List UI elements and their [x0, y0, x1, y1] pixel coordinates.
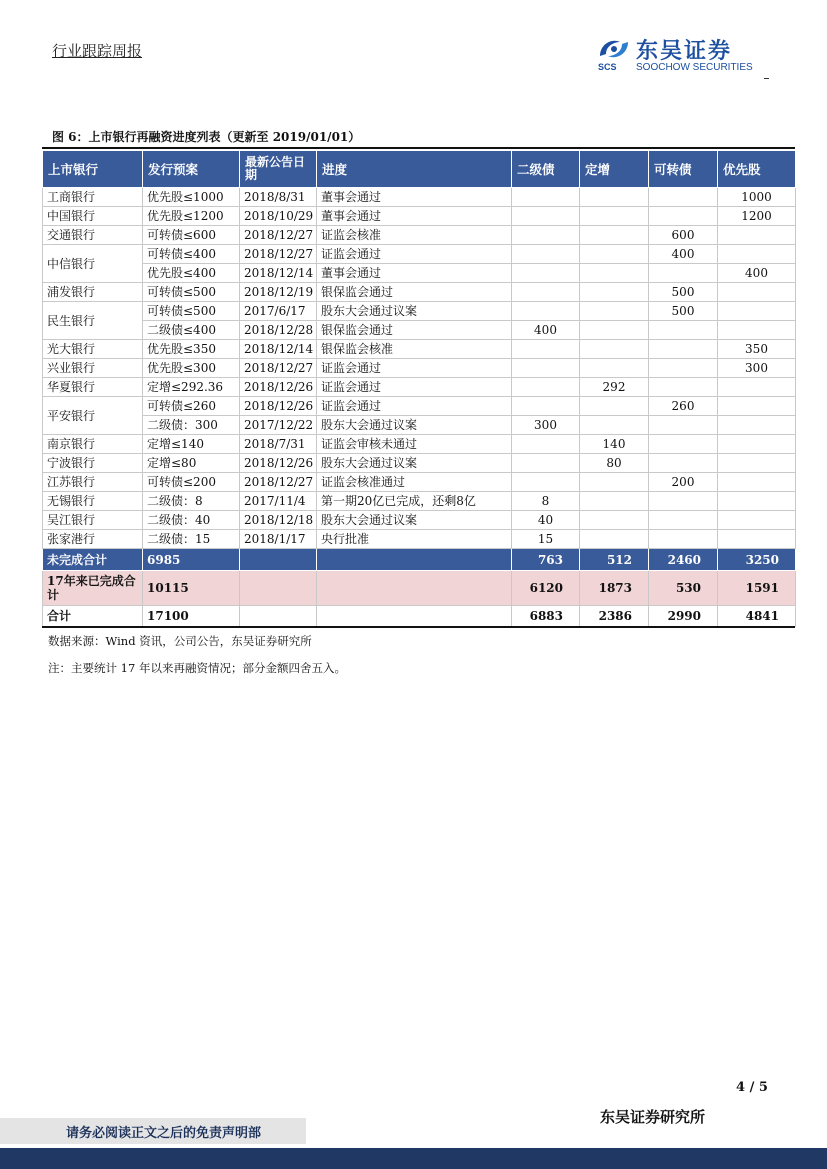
issue-plan: 可转债≤400 [143, 245, 240, 264]
dingzeng-value [580, 264, 649, 283]
youxian-value [718, 492, 796, 511]
erji-value [512, 207, 580, 226]
kezhuan-value [649, 264, 718, 283]
dingzeng-value [580, 226, 649, 245]
issue-plan: 二级债：40 [143, 511, 240, 530]
empty-cell [317, 549, 512, 571]
dingzeng-value [580, 511, 649, 530]
bank-name: 平安银行 [43, 397, 143, 435]
issue-plan: 优先股≤350 [143, 340, 240, 359]
total-label: 未完成合计 [43, 549, 143, 571]
progress: 银保监会核准 [317, 340, 512, 359]
table-row [43, 397, 796, 416]
table-row [43, 226, 796, 245]
erji-value [512, 340, 580, 359]
table-row [43, 435, 796, 454]
bank-name: 光大银行 [43, 340, 143, 359]
total-row-pending [43, 549, 796, 571]
brand-abbr: SCS [598, 62, 617, 72]
scs-logo-icon [596, 36, 632, 62]
dingzeng-value [580, 207, 649, 226]
table-row [43, 188, 796, 207]
announce-date: 2017/6/17 [240, 302, 317, 321]
youxian-value [718, 416, 796, 435]
youxian-value: 400 [718, 264, 796, 283]
progress: 银保监会通过 [317, 283, 512, 302]
announce-date: 2017/11/4 [240, 492, 317, 511]
report-type-header: 行业跟踪周报 [52, 42, 143, 60]
kezhuan-value: 200 [649, 473, 718, 492]
youxian-value [718, 226, 796, 245]
progress: 证监会通过 [317, 378, 512, 397]
announce-date: 2018/12/27 [240, 226, 317, 245]
bank-name: 宁波银行 [43, 454, 143, 473]
progress: 证监会通过 [317, 359, 512, 378]
erji-value: 300 [512, 416, 580, 435]
erji-value [512, 245, 580, 264]
table-row [43, 378, 796, 397]
bank-name: 工商银行 [43, 188, 143, 207]
bank-name: 兴业银行 [43, 359, 143, 378]
issue-plan: 优先股≤1000 [143, 188, 240, 207]
header-date: 最新公告日期 [240, 151, 317, 188]
table-row [43, 454, 796, 473]
empty-cell [240, 571, 317, 606]
header-progress: 进度 [317, 151, 512, 188]
issue-plan: 可转债≤500 [143, 302, 240, 321]
dingzeng-value: 80 [580, 454, 649, 473]
kezhuan-value: 500 [649, 283, 718, 302]
bank-name: 无锡银行 [43, 492, 143, 511]
announce-date: 2018/1/17 [240, 530, 317, 549]
header-erji: 二级债 [512, 151, 580, 188]
table-row [43, 530, 796, 549]
dingzeng-value [580, 245, 649, 264]
bank-name: 张家港行 [43, 530, 143, 549]
footer-band [0, 1148, 827, 1169]
dingzeng-value [580, 492, 649, 511]
announce-date: 2018/12/26 [240, 378, 317, 397]
erji-value [512, 454, 580, 473]
issue-plan: 可转债≤260 [143, 397, 240, 416]
soochow-logo [596, 36, 766, 76]
total-dingzeng: 2386 [580, 606, 649, 627]
erji-value [512, 226, 580, 245]
total-plan: 6985 [143, 549, 240, 571]
dingzeng-value: 292 [580, 378, 649, 397]
total-youxian: 4841 [718, 606, 796, 627]
dingzeng-value [580, 321, 649, 340]
bank-name: 中国银行 [43, 207, 143, 226]
progress: 股东大会通过议案 [317, 416, 512, 435]
kezhuan-value [649, 492, 718, 511]
youxian-value [718, 397, 796, 416]
bank-name: 吴江银行 [43, 511, 143, 530]
youxian-value: 300 [718, 359, 796, 378]
youxian-value: 1000 [718, 188, 796, 207]
total-youxian: 1591 [718, 571, 796, 606]
table-row [43, 207, 796, 226]
dingzeng-value: 140 [580, 435, 649, 454]
table-row [43, 359, 796, 378]
kezhuan-value: 500 [649, 302, 718, 321]
announce-date: 2018/8/31 [240, 188, 317, 207]
header-plan: 发行预案 [143, 151, 240, 188]
kezhuan-value [649, 530, 718, 549]
erji-value: 400 [512, 321, 580, 340]
issue-plan: 二级债：8 [143, 492, 240, 511]
announce-date: 2018/12/14 [240, 264, 317, 283]
erji-value [512, 378, 580, 397]
issue-plan: 优先股≤400 [143, 264, 240, 283]
bank-name: 民生银行 [43, 302, 143, 340]
total-plan: 17100 [143, 606, 240, 627]
figure-caption: 图 6：上市银行再融资进度列表（更新至 2019/01/01） [52, 130, 361, 144]
erji-value [512, 435, 580, 454]
announce-date: 2018/10/29 [240, 207, 317, 226]
dingzeng-value [580, 302, 649, 321]
issue-plan: 可转债≤200 [143, 473, 240, 492]
youxian-value [718, 473, 796, 492]
announce-date: 2018/12/27 [240, 473, 317, 492]
kezhuan-value: 400 [649, 245, 718, 264]
total-kezhuan: 2990 [649, 606, 718, 627]
total-row-grand [43, 606, 796, 627]
issue-plan: 定增≤140 [143, 435, 240, 454]
announce-date: 2017/12/22 [240, 416, 317, 435]
bank-name: 南京银行 [43, 435, 143, 454]
youxian-value [718, 321, 796, 340]
youxian-value [718, 511, 796, 530]
erji-value [512, 359, 580, 378]
issue-plan: 二级债：300 [143, 416, 240, 435]
total-kezhuan: 530 [649, 571, 718, 606]
erji-value [512, 188, 580, 207]
total-erji: 6883 [512, 606, 580, 627]
kezhuan-value [649, 416, 718, 435]
table-row [43, 245, 796, 264]
youxian-value [718, 245, 796, 264]
erji-value [512, 283, 580, 302]
table-row [43, 302, 796, 321]
table-row [43, 340, 796, 359]
header-mark [764, 78, 769, 79]
total-erji: 763 [512, 549, 580, 571]
progress: 证监会核准 [317, 226, 512, 245]
erji-value [512, 264, 580, 283]
progress: 证监会通过 [317, 245, 512, 264]
disclaimer-text: 请务必阅读正文之后的免责声明部 [66, 1126, 262, 1141]
youxian-value [718, 435, 796, 454]
issue-plan: 优先股≤1200 [143, 207, 240, 226]
total-dingzeng: 512 [580, 549, 649, 571]
erji-value [512, 397, 580, 416]
progress: 银保监会通过 [317, 321, 512, 340]
kezhuan-value [649, 207, 718, 226]
progress: 证监会审核未通过 [317, 435, 512, 454]
empty-cell [240, 549, 317, 571]
table-row [43, 492, 796, 511]
progress: 董事会通过 [317, 188, 512, 207]
dingzeng-value [580, 530, 649, 549]
erji-value: 15 [512, 530, 580, 549]
total-label: 17年来已完成合计 [43, 571, 143, 606]
announce-date: 2018/12/27 [240, 359, 317, 378]
bank-name: 江苏银行 [43, 473, 143, 492]
total-erji: 6120 [512, 571, 580, 606]
progress: 央行批准 [317, 530, 512, 549]
kezhuan-value [649, 511, 718, 530]
header-kezhuan: 可转债 [649, 151, 718, 188]
announce-date: 2018/12/14 [240, 340, 317, 359]
youxian-value: 350 [718, 340, 796, 359]
total-dingzeng: 1873 [580, 571, 649, 606]
dingzeng-value [580, 283, 649, 302]
page-number: 4 / 5 [736, 1080, 768, 1095]
youxian-value [718, 283, 796, 302]
total-kezhuan: 2460 [649, 549, 718, 571]
kezhuan-value [649, 435, 718, 454]
bank-name: 浦发银行 [43, 283, 143, 302]
erji-value: 40 [512, 511, 580, 530]
dingzeng-value [580, 416, 649, 435]
youxian-value [718, 378, 796, 397]
announce-date: 2018/12/26 [240, 397, 317, 416]
erji-value: 8 [512, 492, 580, 511]
dingzeng-value [580, 397, 649, 416]
kezhuan-value [649, 378, 718, 397]
bank-name: 中信银行 [43, 245, 143, 283]
announce-date: 2018/12/18 [240, 511, 317, 530]
kezhuan-value [649, 454, 718, 473]
bank-name: 华夏银行 [43, 378, 143, 397]
progress: 证监会通过 [317, 397, 512, 416]
issue-plan: 二级债：15 [143, 530, 240, 549]
refinancing-table [42, 150, 796, 627]
table-row [43, 511, 796, 530]
empty-cell [317, 606, 512, 627]
total-row-completed [43, 571, 796, 606]
dingzeng-value [580, 340, 649, 359]
progress: 股东大会通过议案 [317, 302, 512, 321]
header-youxian: 优先股 [718, 151, 796, 188]
dingzeng-value [580, 359, 649, 378]
kezhuan-value [649, 359, 718, 378]
institute-name: 东吴证券研究所 [600, 1108, 706, 1126]
brand-name-cn: 东吴证券 [636, 39, 733, 64]
brand-name-en: SOOCHOW SECURITIES [636, 62, 753, 73]
total-label: 合计 [43, 606, 143, 627]
kezhuan-value: 260 [649, 397, 718, 416]
youxian-value: 1200 [718, 207, 796, 226]
progress: 第一期20亿已完成，还剩8亿 [317, 492, 512, 511]
erji-value [512, 302, 580, 321]
youxian-value [718, 302, 796, 321]
progress: 证监会核准通过 [317, 473, 512, 492]
issue-plan: 可转债≤600 [143, 226, 240, 245]
kezhuan-value [649, 321, 718, 340]
dingzeng-value [580, 473, 649, 492]
dingzeng-value [580, 188, 649, 207]
issue-plan: 定增≤292.36 [143, 378, 240, 397]
caption-rule [42, 147, 795, 149]
data-source: 数据来源：Wind 资讯，公司公告，东吴证券研究所 [48, 634, 312, 648]
announce-date: 2018/7/31 [240, 435, 317, 454]
table-row [43, 264, 796, 283]
kezhuan-value: 600 [649, 226, 718, 245]
issue-plan: 可转债≤500 [143, 283, 240, 302]
kezhuan-value [649, 188, 718, 207]
table-row [43, 283, 796, 302]
announce-date: 2018/12/27 [240, 245, 317, 264]
table-row [43, 416, 796, 435]
empty-cell [317, 571, 512, 606]
table-row [43, 321, 796, 340]
table-note: 注：主要统计 17 年以来再融资情况；部分金额四舍五入。 [48, 661, 346, 675]
progress: 董事会通过 [317, 264, 512, 283]
issue-plan: 二级债≤400 [143, 321, 240, 340]
table-bottom-rule [42, 626, 795, 628]
table-row [43, 473, 796, 492]
youxian-value [718, 454, 796, 473]
header-dingzeng: 定增 [580, 151, 649, 188]
issue-plan: 优先股≤300 [143, 359, 240, 378]
bank-name: 交通银行 [43, 226, 143, 245]
announce-date: 2018/12/26 [240, 454, 317, 473]
progress: 股东大会通过议案 [317, 454, 512, 473]
table-header-row [43, 151, 796, 188]
progress: 股东大会通过议案 [317, 511, 512, 530]
total-youxian: 3250 [718, 549, 796, 571]
total-plan: 10115 [143, 571, 240, 606]
header-bank: 上市银行 [43, 151, 143, 188]
kezhuan-value [649, 340, 718, 359]
youxian-value [718, 530, 796, 549]
announce-date: 2018/12/19 [240, 283, 317, 302]
progress: 董事会通过 [317, 207, 512, 226]
issue-plan: 定增≤80 [143, 454, 240, 473]
empty-cell [240, 606, 317, 627]
announce-date: 2018/12/28 [240, 321, 317, 340]
erji-value [512, 473, 580, 492]
